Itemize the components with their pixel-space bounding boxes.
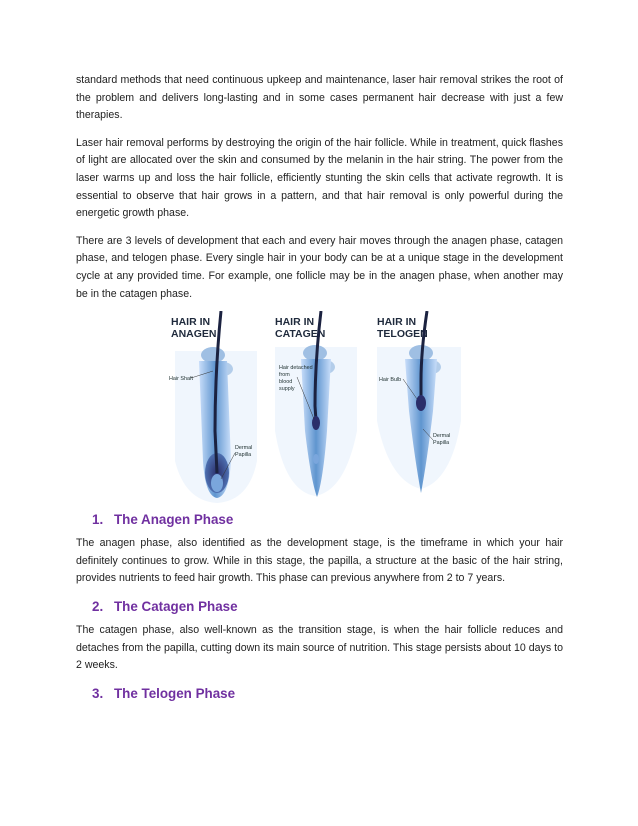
telogen-title-line1: HAIR IN — [377, 316, 417, 329]
section-number: 2. — [92, 598, 104, 614]
paragraph-anagen: The anagen phase, also identified as the development stage, is the timeframe in which your hair definitely continues to grow. While in this stage, the papilla, a structure at the basic of the hair string, provides nutrients to feed hair growth. This phase can previous anywhere from 2 to 7 years. — [76, 537, 563, 585]
anagen-panel — [169, 311, 257, 503]
section-number: 1. — [92, 512, 104, 528]
section-heading-catagen — [92, 598, 563, 616]
telogen-title-line2: TELOGEN — [377, 328, 428, 341]
anagen-title-line2: ANAGEN — [171, 328, 217, 341]
section-title: The Catagen Phase — [114, 598, 238, 614]
catagen-title-line2: CATAGEN — [275, 328, 326, 341]
paragraph-laser-mechanism: Laser hair removal performs by destroying the origin of the hair follicle. While in treatment, quick flashes of light are allocated over the skin and consumed by the melanin in the hair string. The power from the laser warms up and loss the hair follicle, efficiently stunting the skin cells that activate regrowth. It is essential to observe that hair grows in a pattern, and that hair removal is only powerful during the energetic growth phase. — [76, 136, 563, 220]
anagen-label-papilla: Papilla — [235, 452, 252, 459]
telogen-label-hair-bulb: Hair Bulb — [379, 377, 402, 384]
catagen-label-line3: blood — [279, 379, 293, 386]
anagen-title-line1: HAIR IN — [171, 316, 211, 329]
catagen-panel — [275, 311, 357, 497]
telogen-label-dermal: Dermal — [433, 433, 451, 440]
catagen-label-line2: from — [279, 372, 290, 379]
section-title: The Telogen Phase — [114, 685, 236, 701]
section-title: The Anagen Phase — [114, 512, 234, 528]
anagen-label-hair-shaft: Hair Shaft — [169, 376, 193, 383]
paragraph-growth-levels: There are 3 levels of development that each and every hair moves through the anagen phase, catagen phase, and telogen phase. Every single hair in your body can be at a unique stage in the development cycle at any provided time. For example, one follicle may be in the anagen phase, when another may be in the catagen phase. — [76, 234, 563, 300]
catagen-label-line4: supply — [279, 386, 295, 393]
telogen-label-papilla: Papilla — [433, 440, 450, 447]
hair-phases-illustration — [165, 311, 465, 505]
section-number: 3. — [92, 685, 104, 701]
paragraph-catagen: The catagen phase, also well-known as the transition stage, is when the hair follicle reduces and detaches from the papilla, cutting down its main source of nutrition. This stage persists about 10 days to 2 weeks. — [76, 623, 563, 672]
section-heading-anagen — [92, 511, 563, 529]
paragraph-intro-continued: standard methods that need continuous upkeep and maintenance, laser hair removal strikes the root of the problem and delivers long-lasting and in some cases permanent hair decrease with just a few therapies. — [76, 74, 563, 122]
section-heading-telogen — [92, 685, 563, 703]
anagen-label-dermal: Dermal — [235, 445, 253, 452]
catagen-title-line1: HAIR IN — [275, 316, 315, 329]
telogen-panel — [377, 311, 461, 493]
catagen-label-line1: Hair detached — [279, 365, 313, 372]
hair-growth-phases-figure — [165, 311, 465, 505]
document-page — [76, 72, 563, 709]
